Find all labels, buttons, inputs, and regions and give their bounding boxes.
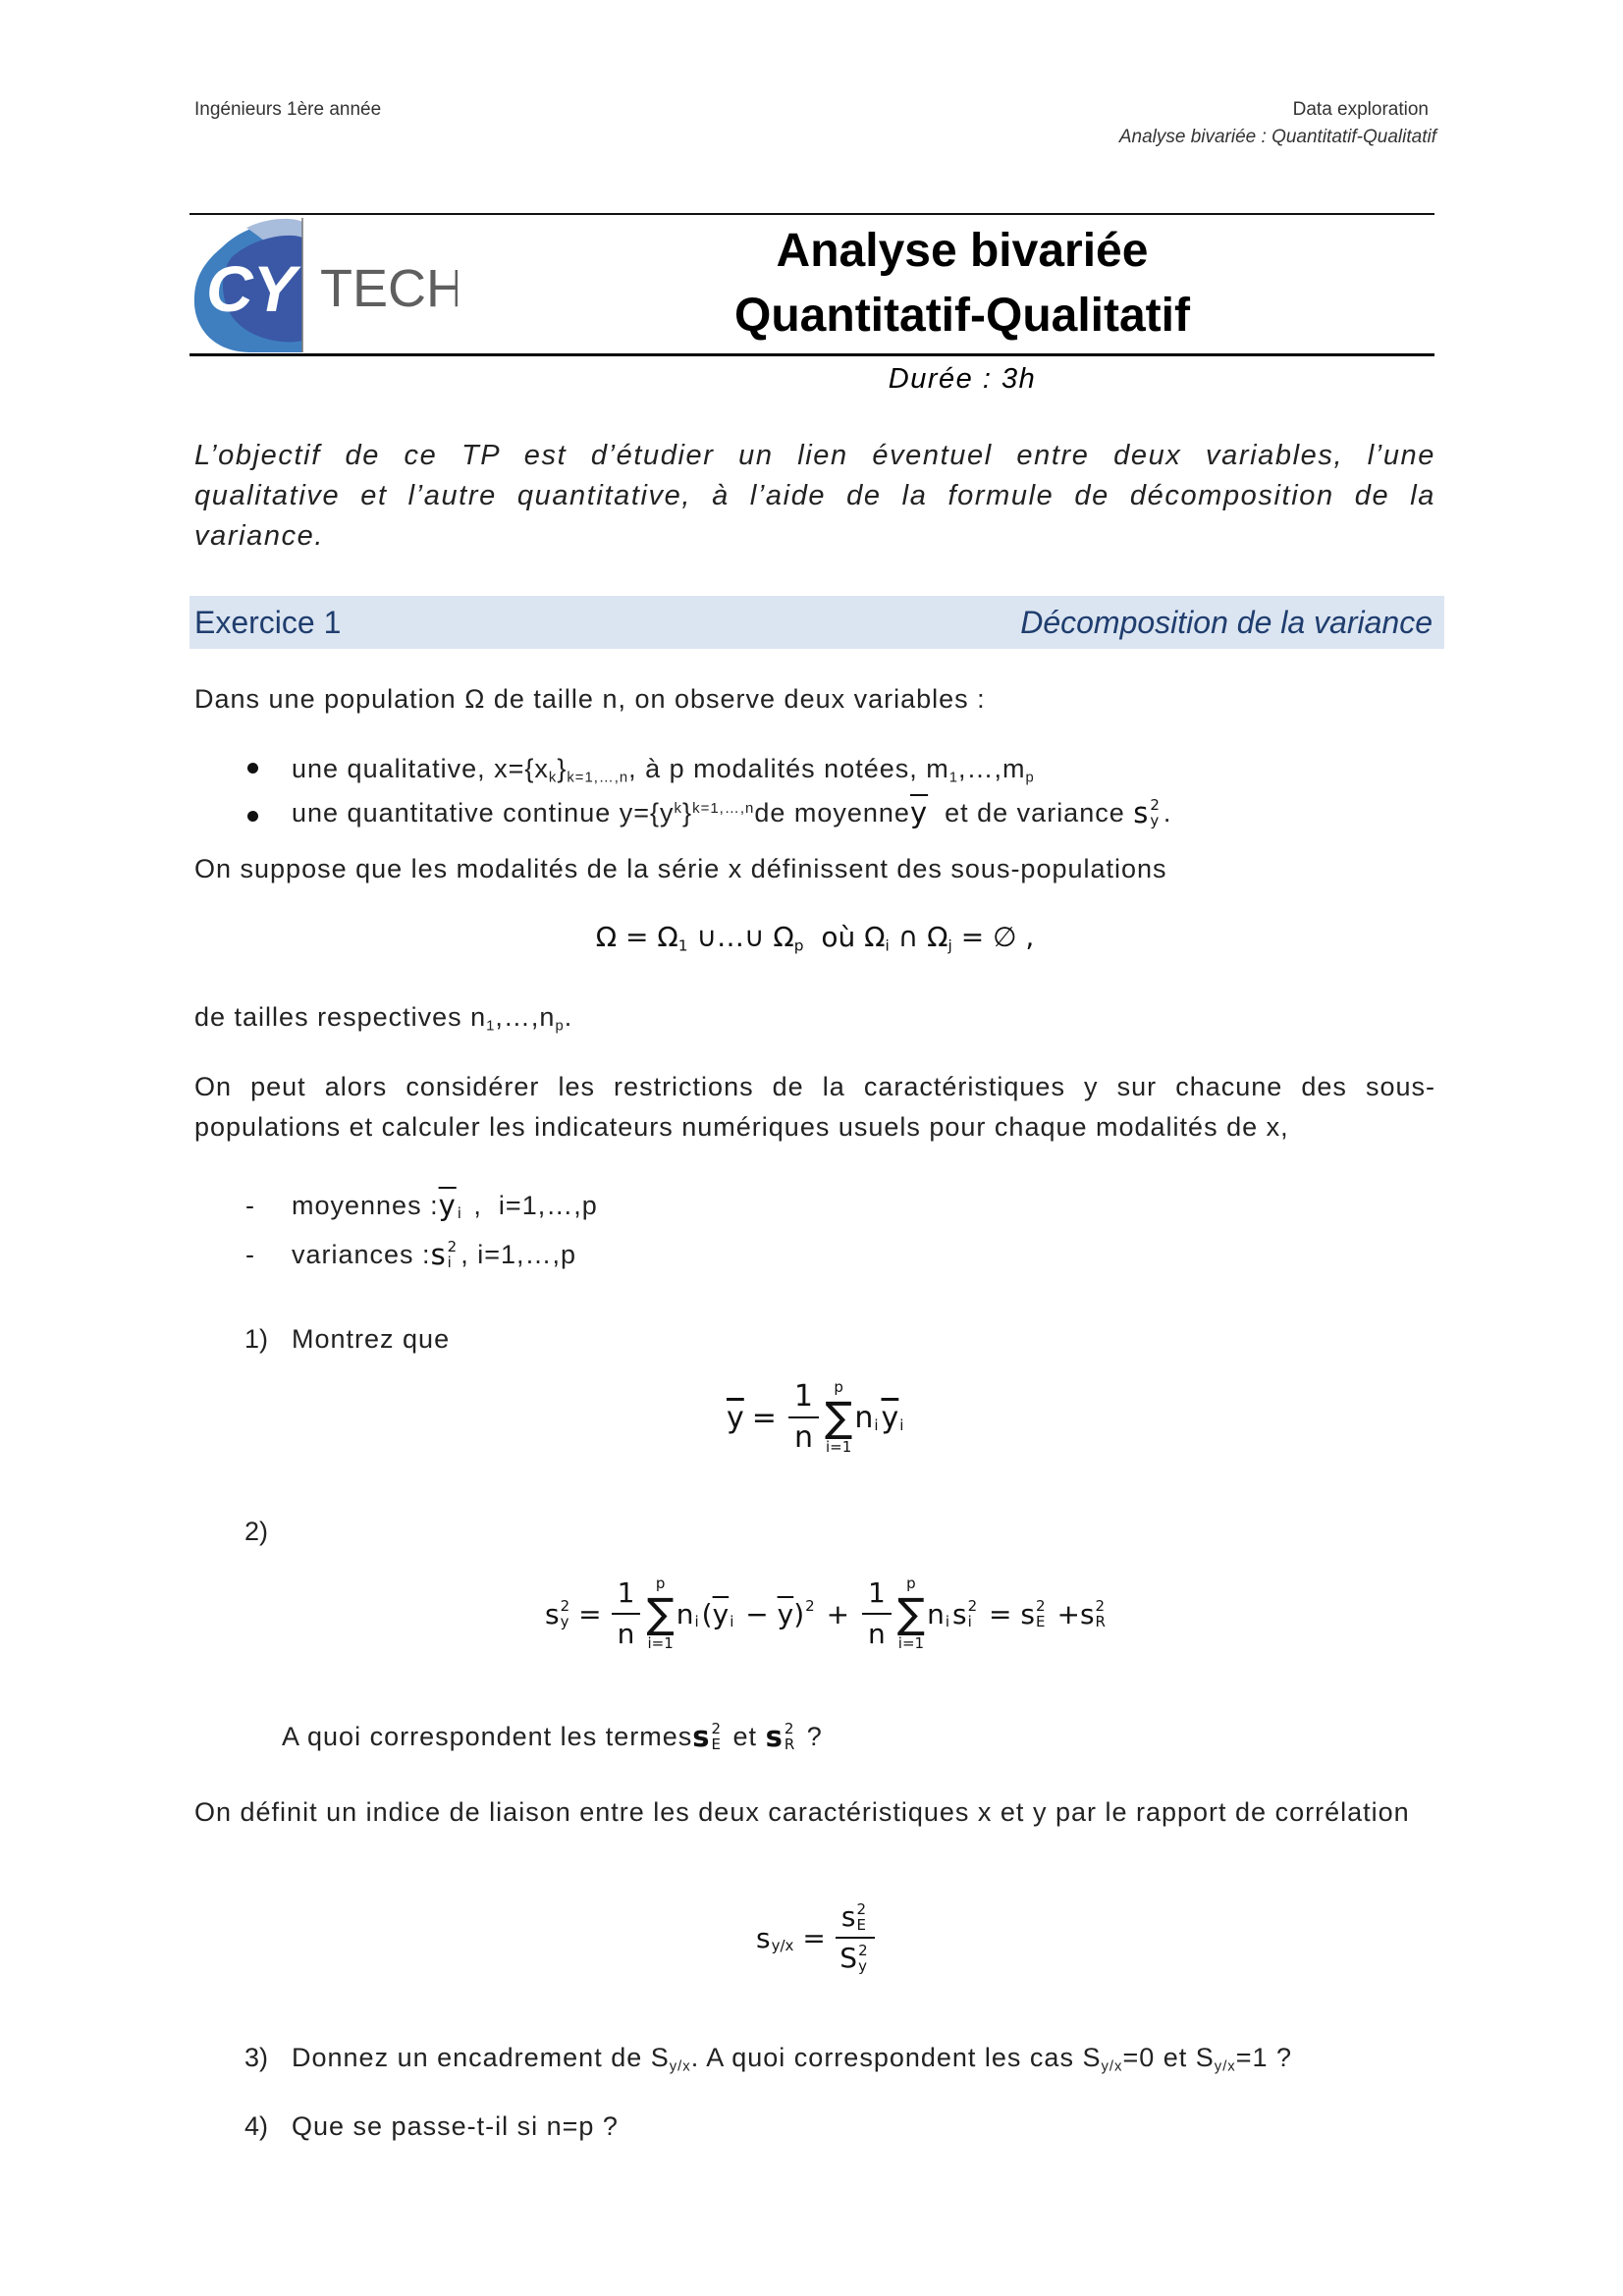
sub: i (899, 1416, 904, 1434)
bullet-dot-icon (247, 763, 258, 774)
cy-tech-logo-icon (192, 218, 458, 352)
equation-partition (194, 918, 1435, 957)
text: moyennes : (292, 1191, 439, 1220)
sub: k=1,…,n (567, 770, 629, 786)
math: Ω = Ω (595, 921, 678, 953)
sub: E (711, 1735, 722, 1753)
logo-word: TECH (320, 259, 458, 318)
sum-upper: p (906, 1575, 916, 1592)
sup: 2 (1095, 1597, 1106, 1615)
frac-num: 1 (788, 1379, 819, 1418)
text: } (682, 798, 693, 828)
sup: 2 (856, 1900, 867, 1918)
math-plus: + (817, 1597, 858, 1630)
math-eq: = (802, 1921, 826, 1954)
math-ybar: $\overline{y}$ (727, 1400, 744, 1435)
frac-den: n (867, 1618, 886, 1650)
sub: p (555, 1018, 565, 1035)
text: une qualitative, x={x (292, 754, 549, 783)
math-n: n (854, 1400, 874, 1435)
paragraph-restrictions: On peut alors considérer les restrictions de la caractéristiques y sur chacune des sous-populations et calculer les indicateurs numériques usuels pour chaque modalités de x, (194, 1072, 1435, 1142)
math-n: n (927, 1597, 945, 1630)
paragraph-subpopulations: On suppose que les modalités de la série x définissent des sous-populations (194, 854, 1167, 883)
text: =1 ? (1235, 2043, 1293, 2072)
math-ybar: $\overline{y}$ (777, 1597, 794, 1630)
sup: 2 (967, 1597, 978, 1615)
math-paren: ) (793, 1597, 805, 1630)
sub: 1 (948, 770, 958, 786)
sub: i (730, 1613, 734, 1630)
bullet-dot-icon (247, 811, 258, 822)
running-header-course: Data exploration (1292, 99, 1429, 120)
sup: 2 (447, 1238, 459, 1255)
text: de tailles respectives n (194, 1002, 487, 1032)
sub: i (457, 1204, 462, 1222)
intro-paragraph: L’objectif de ce TP est d’étudier un lien éventuel entre deux variables, l’une qualitative et l’autre quantitative, à l’aide de la formule de décomposition de la variance. (194, 440, 1435, 552)
math-n: n (676, 1597, 694, 1630)
text: . (1163, 798, 1172, 828)
dash-bullet: - (245, 1191, 254, 1220)
math: ∩ Ω (889, 921, 948, 953)
sum-upper: p (655, 1575, 666, 1592)
paragraph-correlation-ratio: On définit un indice de liaison entre les deux caractéristiques x et y par le rapport de corrélation (194, 1797, 1410, 1827)
sub: i (885, 936, 890, 955)
sub: i (874, 1416, 879, 1434)
math-minus: − (736, 1597, 778, 1630)
page-title-line2: Quantitatif-Qualitatif (734, 290, 1190, 342)
sub: 1 (486, 1018, 496, 1035)
math: = ∅ , (951, 921, 1035, 953)
title-top-rule (189, 213, 1434, 215)
question-number: 4) (244, 2111, 269, 2141)
text: . A quoi correspondent les cas S (690, 2043, 1102, 2072)
sup: 2 (711, 1720, 723, 1737)
bullet-quantitative (292, 791, 1171, 834)
frac-num: 1 (862, 1575, 892, 1615)
paragraph-population: Dans une population Ω de taille n, on observe deux variables : (194, 684, 986, 714)
math-s: s (840, 1900, 856, 1933)
text: et de variance (928, 798, 1134, 828)
sub: R (784, 1735, 796, 1753)
sum-lower: i=1 (897, 1634, 925, 1652)
text: } (557, 754, 568, 783)
sub: k=1,…,n (692, 800, 755, 817)
frac-den: n (793, 1420, 813, 1455)
cy-tech-logo (192, 218, 458, 352)
math-s: s (545, 1597, 560, 1630)
question-number: 2) (244, 1517, 269, 1546)
math-s: s (692, 1720, 711, 1753)
math-s: s (1133, 796, 1150, 829)
math-ybar: $\overline{y}$ (909, 796, 929, 829)
question-1: Montrez que (292, 1324, 451, 1354)
math-s: s (765, 1720, 784, 1753)
running-header-subtitle: Analyse bivariée : Quantitatif-Qualitatif (1118, 127, 1436, 147)
equation-correlation-ratio (756, 1899, 879, 1976)
sub: y/x (1214, 2058, 1236, 2075)
math-eq: = (751, 1400, 777, 1435)
text: , i=1,…,p (460, 1240, 577, 1269)
sub: y/x (771, 1937, 794, 1954)
paragraph-sizes (194, 997, 1435, 1038)
sigma-icon: ∑ (825, 1393, 853, 1441)
math-eq: = (578, 1597, 602, 1630)
math-ybar: $\overline{y}$ (881, 1400, 899, 1435)
text: ,…,m (958, 754, 1026, 783)
text: . (564, 1002, 573, 1032)
logo-mark: CY (206, 252, 297, 325)
sub: k (674, 800, 683, 817)
sub: y/x (669, 2058, 691, 2075)
equation-mean (727, 1379, 906, 1456)
sup: 2 (784, 1720, 795, 1737)
item-means (292, 1182, 598, 1229)
text: une quantitative continue y={y (292, 798, 675, 828)
title-bottom-rule (189, 353, 1434, 356)
text: A quoi correspondent les termes (282, 1722, 693, 1751)
sup: 2 (858, 1942, 868, 1959)
sigma-icon: ∑ (896, 1589, 926, 1637)
sub: 1 (677, 936, 688, 955)
sub: k (548, 770, 558, 786)
page-title-line1: Analyse bivariée (776, 225, 1149, 277)
question-number: 3) (244, 2043, 269, 2072)
exercise-topic: Décomposition de la variance (1020, 605, 1433, 640)
math-plus: + (1048, 1597, 1080, 1630)
math-paren: ( (701, 1597, 713, 1630)
sub: j (947, 936, 952, 955)
text: , à p modalités notées, m (628, 754, 949, 783)
bullet-qualitative (292, 749, 1035, 788)
math-s: s (430, 1238, 447, 1271)
sub: p (793, 936, 804, 955)
sup: 2 (1150, 796, 1161, 814)
sum-upper: p (834, 1378, 843, 1396)
sum-lower: i=1 (826, 1438, 852, 1456)
text: variances : (292, 1240, 431, 1269)
sub: i (967, 1613, 972, 1630)
math-s: s (1020, 1597, 1036, 1630)
math: Ω (864, 921, 886, 953)
math-ybar-i: $\overline{y}$ (712, 1597, 730, 1630)
math-eq: = (980, 1597, 1021, 1630)
sub: y (858, 1957, 867, 1975)
frac-den: n (617, 1618, 635, 1650)
sub: y/x (1101, 2058, 1123, 2075)
math-y: $\overline{y}$ (438, 1189, 457, 1222)
sub: E (856, 1916, 866, 1934)
dash-bullet: - (245, 1240, 254, 1269)
sub: y (560, 1613, 569, 1630)
sub: i (447, 1254, 453, 1271)
text: Donnez un encadrement de S (292, 2043, 670, 2072)
sup: 2 (1036, 1597, 1046, 1615)
math-s: s (1079, 1597, 1095, 1630)
sigma-icon: ∑ (646, 1589, 675, 1637)
sub: y (1150, 812, 1161, 829)
question-number: 1) (244, 1324, 269, 1354)
question-4: Que se passe-t-il si n=p ? (292, 2111, 619, 2141)
sub: i (945, 1613, 950, 1630)
exercise-banner (189, 596, 1444, 649)
running-header-level: Ingénieurs 1ère année (194, 99, 382, 120)
sub: R (1095, 1613, 1106, 1630)
sup: 2 (560, 1597, 570, 1615)
sub: E (1036, 1613, 1046, 1630)
math: où (803, 921, 865, 953)
text: de moyenne (754, 798, 910, 828)
text: =0 et S (1122, 2043, 1215, 2072)
text: ? (798, 1722, 823, 1751)
math-S: S (839, 1942, 858, 1974)
question-3 (292, 2038, 1292, 2077)
text: ,…,n (495, 1002, 556, 1032)
sub: p (1025, 770, 1035, 786)
math-s: s (756, 1921, 771, 1954)
sum-lower: i=1 (647, 1634, 674, 1652)
question-2-text (282, 1713, 823, 1760)
frac-num: 1 (612, 1575, 641, 1615)
text: et (725, 1722, 766, 1751)
sub: i (694, 1613, 699, 1630)
equation-variance-decomposition (545, 1575, 1109, 1652)
text: , i=1,…,p (464, 1191, 598, 1220)
exercise-label: Exercice 1 (194, 605, 342, 640)
sup: 2 (805, 1597, 815, 1615)
math-s: s (952, 1597, 967, 1630)
duration: Durée : 3h (888, 363, 1037, 395)
math: ∪…∪ Ω (687, 921, 794, 953)
item-variances (292, 1231, 576, 1278)
